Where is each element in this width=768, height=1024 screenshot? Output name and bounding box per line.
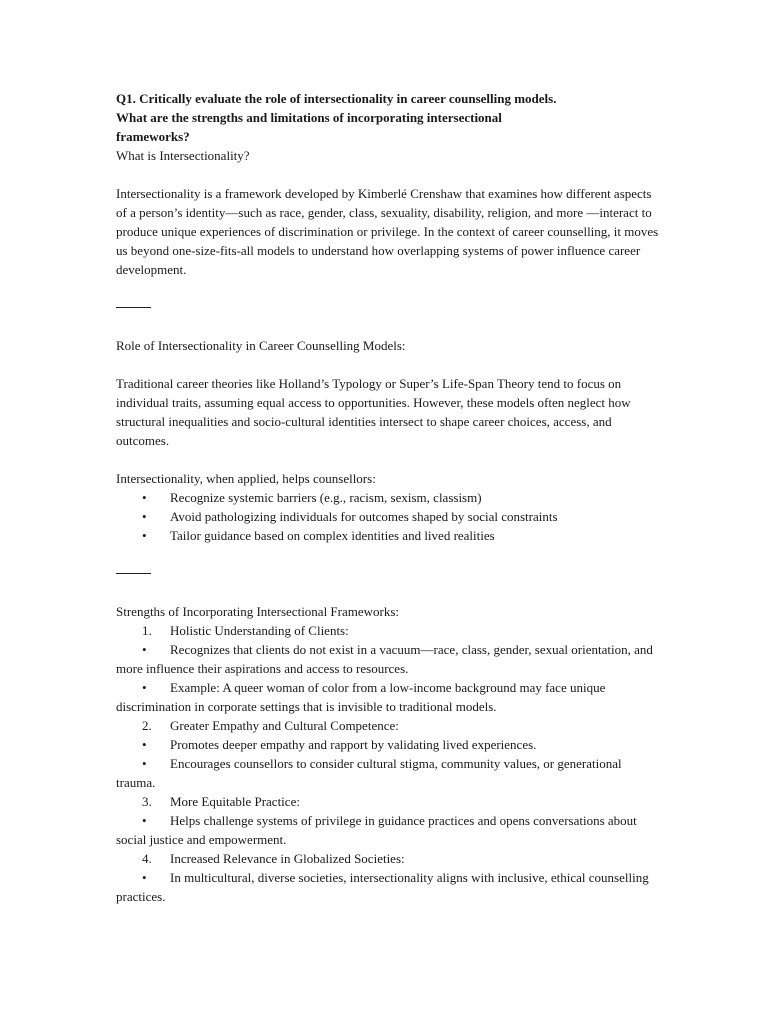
- list-item: [116, 640, 661, 678]
- list-item: [116, 754, 661, 792]
- document-body: [116, 89, 661, 906]
- strengths-list: [116, 621, 661, 906]
- section-divider: [116, 307, 151, 308]
- list-item-text: Promotes deeper empathy and rapport by validating lived experiences.: [170, 737, 537, 752]
- question-line-1: Q1. Critically evaluate the role of intersectionality in career counselling models.: [116, 91, 557, 106]
- role-heading: Role of Intersectionality in Career Counselling Models:: [116, 338, 406, 353]
- list-item-text: Encourages counsellors to consider cultural stigma, community values, or generational trauma.: [116, 756, 622, 790]
- bullet-marker: •: [142, 870, 147, 885]
- strength-number: 1.: [142, 623, 152, 638]
- bullet-marker: •: [142, 642, 147, 657]
- list-item-text: Tailor guidance based on complex identities and lived realities: [170, 528, 495, 543]
- definition-paragraph: Intersectionality is a framework developed by Kimberlé Crenshaw that examines how different aspects of a person’s identity—such as race, gender, class, sexuality, disability, religion, and more —interact to produce unique experiences of discrimination or privilege. In the context of career counselling, it moves us beyond one-size-fits-all models to understand how overlapping systems of power influence career development.: [116, 186, 659, 277]
- what-heading: What is Intersectionality?: [116, 148, 250, 163]
- list-item-text: Recognizes that clients do not exist in a vacuum—race, class, gender, sexual orientation, and more influence their aspirations and access to resources.: [116, 642, 653, 676]
- strengths-heading: Strengths of Incorporating Intersectional Frameworks:: [116, 604, 400, 619]
- list-item: [116, 526, 661, 545]
- strength-title: More Equitable Practice:: [170, 794, 300, 809]
- strength-number: 4.: [142, 851, 152, 866]
- question-line-3: frameworks?: [116, 129, 190, 144]
- list-item: [116, 735, 661, 754]
- bullet-marker: •: [142, 813, 147, 828]
- section-divider: [116, 573, 151, 574]
- strength-number: 2.: [142, 718, 152, 733]
- helps-intro: Intersectionality, when applied, helps counsellors:: [116, 471, 376, 486]
- strength-item-3: [116, 792, 661, 811]
- bullet-marker: •: [142, 680, 147, 695]
- strength-item-2: [116, 716, 661, 735]
- list-item: [116, 678, 661, 716]
- list-item-text: Avoid pathologizing individuals for outcomes shaped by social constraints: [170, 509, 558, 524]
- helps-list: [116, 488, 661, 545]
- list-item-text: Recognize systemic barriers (e.g., racism, sexism, classism): [170, 490, 482, 505]
- role-paragraph: Traditional career theories like Holland’s Typology or Super’s Life-Span Theory tend to focus on individual traits, assuming equal access to opportunities. However, these models often neglect how structural inequalities and socio-cultural identities intersect to shape career choices, access, and outcomes.: [116, 376, 631, 448]
- bullet-marker: •: [142, 756, 147, 771]
- strength-item-1: [116, 621, 661, 640]
- strength-title: Greater Empathy and Cultural Competence:: [170, 718, 399, 733]
- bullet-marker: •: [142, 528, 147, 543]
- strength-title: Increased Relevance in Globalized Societies:: [170, 851, 405, 866]
- strength-title: Holistic Understanding of Clients:: [170, 623, 349, 638]
- strength-number: 3.: [142, 794, 152, 809]
- bullet-marker: •: [142, 490, 147, 505]
- strength-item-4: [116, 849, 661, 868]
- list-item: [116, 507, 661, 526]
- question-line-2: What are the strengths and limitations of incorporating intersectional: [116, 110, 502, 125]
- question-heading: [116, 89, 661, 146]
- list-item-text: In multicultural, diverse societies, intersectionality aligns with inclusive, ethical counselling practices.: [116, 870, 649, 904]
- bullet-marker: •: [142, 509, 147, 524]
- list-item-text: Example: A queer woman of color from a low-income background may face unique discrimination in corporate settings that is invisible to traditional models.: [116, 680, 606, 714]
- list-item-text: Helps challenge systems of privilege in guidance practices and opens conversations about social justice and empowerment.: [116, 813, 637, 847]
- list-item: [116, 868, 661, 906]
- bullet-marker: •: [142, 737, 147, 752]
- list-item: [116, 811, 661, 849]
- list-item: [116, 488, 661, 507]
